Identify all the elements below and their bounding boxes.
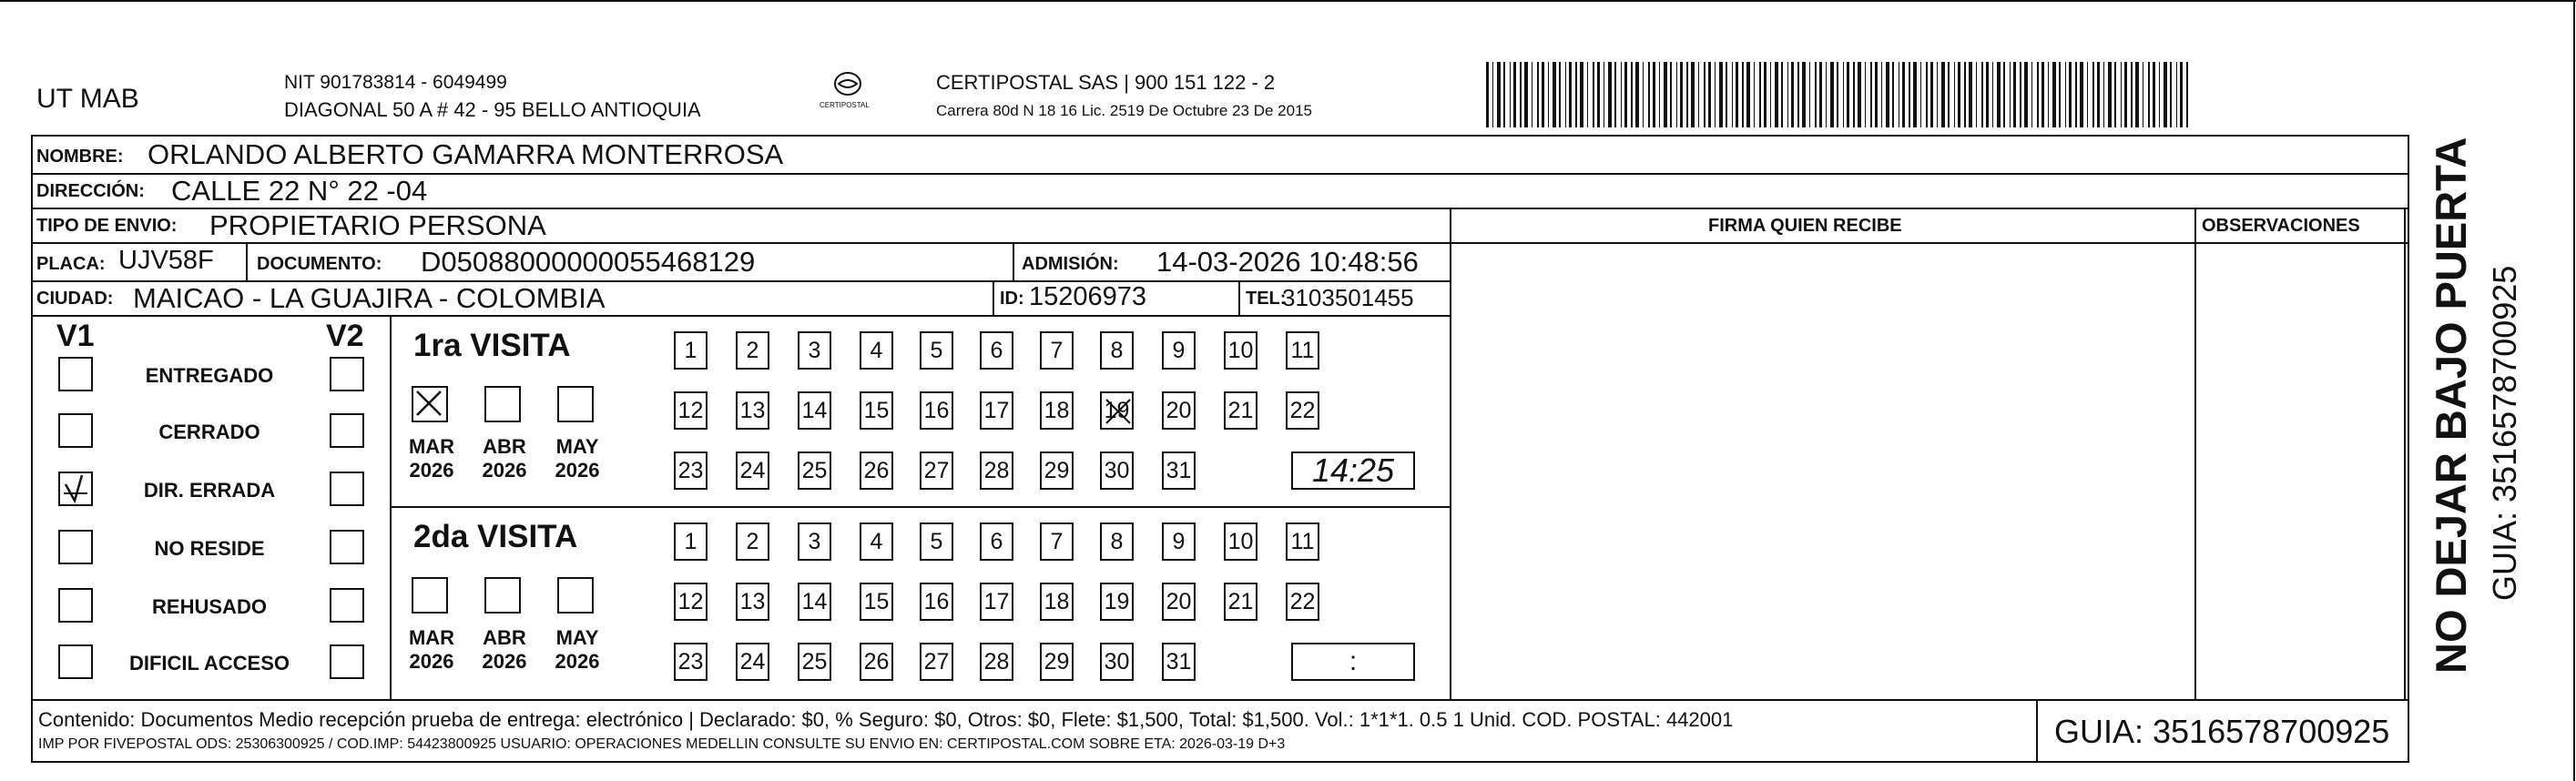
barcode-bar — [1976, 62, 1977, 127]
barcode-bar — [1770, 62, 1771, 127]
day-box[interactable]: 19 — [1100, 583, 1134, 621]
day-box[interactable]: 26 — [860, 451, 893, 490]
day-box[interactable]: 21 — [1224, 391, 1257, 430]
id-label: ID: — [1000, 289, 1024, 309]
month-year: 2026 — [555, 459, 600, 482]
placa-value: UJV58F — [118, 246, 214, 275]
logo-caption: CERTIPOSTAL — [820, 101, 870, 109]
barcode-bar — [1892, 62, 1894, 127]
day-box[interactable]: 30 — [1100, 451, 1134, 490]
day-box[interactable]: 6 — [980, 522, 1013, 561]
day-box[interactable]: 15 — [860, 391, 893, 430]
barcode-bar — [1635, 62, 1639, 127]
nombre-value: ORLANDO ALBERTO GAMARRA MONTERROSA — [148, 138, 784, 170]
day-box[interactable]: 17 — [980, 583, 1013, 621]
carrier-name: CERTIPOSTAL SAS | 900 151 122 - 2 — [936, 71, 1276, 94]
barcode-bar — [1909, 62, 1910, 127]
tipo-envio-value: PROPIETARIO PERSONA — [209, 209, 546, 241]
barcode-bar — [1575, 62, 1577, 127]
tipo-envio-label: TIPO DE ENVIO: — [36, 216, 178, 236]
barcode-bar — [2010, 62, 2011, 127]
day-box[interactable]: 19 — [1100, 391, 1134, 430]
barcode-bar — [1726, 62, 1727, 127]
day-box[interactable]: 3 — [798, 522, 831, 561]
month-year: 2026 — [409, 650, 454, 673]
v2-checkbox[interactable] — [330, 644, 364, 679]
barcode-bar — [1621, 62, 1622, 127]
barcode-bar — [2013, 62, 2016, 127]
month-checkbox[interactable] — [412, 386, 448, 422]
barcode-bar — [2114, 62, 2116, 127]
barcode-bar — [1981, 62, 1983, 127]
barcode-bar — [1569, 62, 1572, 127]
no-dejar-warning: NO DEJAR BAJO PUERTA — [2427, 137, 2475, 674]
day-box[interactable]: 28 — [980, 643, 1013, 681]
barcode-bar — [1686, 62, 1688, 127]
barcode-bar — [2020, 62, 2021, 127]
barcode-bar — [1847, 62, 1849, 127]
day-box[interactable]: 11 — [1286, 522, 1319, 561]
barcode-bar — [1608, 62, 1612, 127]
barcode-bar — [1520, 62, 1522, 127]
day-box[interactable]: 1 — [674, 522, 708, 561]
firma-divider — [1450, 208, 1451, 699]
day-box[interactable]: 18 — [1040, 391, 1074, 430]
day-box[interactable]: 27 — [920, 451, 953, 490]
barcode-bar — [1524, 62, 1528, 127]
barcode-bar — [2031, 62, 2032, 127]
day-box[interactable]: 16 — [920, 391, 953, 430]
barcode-bar — [1858, 62, 1861, 127]
day-box[interactable]: 23 — [674, 643, 708, 681]
tel-divider — [1238, 280, 1240, 315]
day-box[interactable]: 8 — [1100, 522, 1134, 561]
v2-checkbox[interactable] — [330, 357, 364, 391]
day-box[interactable]: 14 — [798, 391, 831, 430]
side-guia: GUIA: 3516578700925 — [2486, 265, 2523, 601]
barcode-bar — [1819, 62, 1822, 127]
footer-imp: IMP POR FIVEPOSTAL ODS: 25306300925 / COD.IMP: 54423800925 USUARIO: OPERACIONES MEDELLIN CONSULTE SU ENVIO EN: CERTIPOSTAL.COM SOBRE ETA: 2026-03-19 D+3 — [38, 736, 1286, 752]
barcode-bar — [2003, 62, 2005, 127]
barcode-bar — [1826, 62, 1827, 127]
v2-checkbox[interactable] — [330, 588, 364, 623]
barcode-bar — [2080, 62, 2083, 127]
barcode-bar — [1802, 62, 1806, 127]
barcode-bar — [1837, 62, 1838, 127]
v1-checkbox[interactable] — [58, 530, 93, 564]
right-edge — [2573, 0, 2575, 781]
day-box[interactable]: 14 — [798, 583, 831, 621]
barcode-bar — [2075, 62, 2077, 127]
barcode-bar — [1537, 62, 1539, 127]
month-label: ABR — [483, 626, 526, 649]
v2-checkbox[interactable] — [330, 530, 364, 564]
barcode-bar — [1680, 62, 1683, 127]
admision-value: 14-03-2026 10:48:56 — [1156, 246, 1419, 278]
tel-label: TEL: — [1246, 289, 1287, 309]
barcode-bar — [2024, 62, 2028, 127]
barcode-bar — [2048, 62, 2049, 127]
footer-guia: GUIA: 3516578700925 — [2054, 713, 2390, 750]
barcode-bar — [1865, 62, 1866, 127]
status-label: ENTREGADO — [145, 364, 274, 387]
barcode-bar — [1746, 62, 1750, 127]
ciudad-label: CIUDAD: — [36, 289, 114, 309]
direccion-label: DIRECCIÓN: — [36, 181, 145, 201]
barcode-bar — [1759, 62, 1761, 127]
barcode-bar — [1886, 62, 1889, 127]
documento-value: D05088000000055468129 — [421, 246, 756, 278]
day-box[interactable]: 22 — [1286, 583, 1319, 621]
barcode-bar — [1775, 62, 1778, 127]
barcode-bar — [2121, 62, 2122, 127]
id-value: 15206973 — [1029, 282, 1147, 311]
barcode-bar — [2087, 62, 2088, 127]
tel-value: 3103501455 — [1282, 284, 1414, 311]
barcode-bar — [1548, 62, 1549, 127]
month-year: 2026 — [555, 650, 600, 673]
obs-divider — [2194, 208, 2196, 699]
v1-checkbox[interactable] — [58, 413, 93, 448]
month-checkbox[interactable] — [557, 386, 594, 422]
day-box[interactable]: 24 — [736, 451, 769, 490]
month-label: MAR — [408, 435, 455, 458]
placa-divider — [246, 242, 248, 280]
barcode-bar — [2135, 62, 2139, 127]
barcode-bar — [2164, 62, 2167, 127]
barcode-bar — [1881, 62, 1882, 127]
barcode-bar — [1670, 62, 1672, 127]
status-label: CERRADO — [158, 421, 260, 443]
v2-checkbox[interactable] — [330, 472, 364, 506]
certipostal-logo — [816, 69, 880, 115]
day-box[interactable]: 7 — [1040, 522, 1074, 561]
barcode-bar — [1559, 62, 1561, 127]
barcode-bar — [1875, 62, 1878, 127]
barcode-bar — [1986, 62, 1989, 127]
day-box[interactable]: 15 — [860, 583, 893, 621]
barcode-bar — [1565, 62, 1566, 127]
barcode-bar — [1513, 62, 1516, 127]
status-label: DIFICIL ACCESO — [128, 652, 290, 674]
barcode — [1486, 62, 2196, 127]
visit-title: 1ra VISITA — [413, 328, 571, 363]
day-box[interactable]: 13 — [736, 583, 769, 621]
barcode-bar — [1969, 62, 1972, 127]
month-label: ABR — [483, 435, 526, 458]
barcode-bar — [2176, 62, 2177, 127]
barcode-bar — [2037, 62, 2039, 127]
barcode-bar — [1624, 62, 1627, 127]
month-checkbox[interactable] — [484, 386, 521, 422]
day-box[interactable]: 4 — [860, 331, 893, 370]
footer-line — [31, 699, 2409, 701]
month-label: MAR — [408, 626, 455, 649]
day-box[interactable]: 27 — [920, 643, 953, 681]
day-box[interactable]: 18 — [1040, 583, 1074, 621]
admision-divider — [1013, 242, 1014, 280]
barcode-bar — [1937, 62, 1938, 127]
ciudad-value: MAICAO - LA GUAJIRA - COLOMBIA — [133, 282, 606, 314]
barcode-bar — [1791, 62, 1794, 127]
barcode-bar — [2092, 62, 2094, 127]
day-box[interactable]: 9 — [1162, 331, 1196, 370]
barcode-bar — [2124, 62, 2127, 127]
barcode-bar — [1830, 62, 1834, 127]
month-checkbox[interactable] — [484, 577, 521, 614]
day-box[interactable]: 26 — [860, 643, 893, 681]
barcode-bar — [1719, 62, 1723, 127]
barcode-bar — [1843, 62, 1844, 127]
day-box[interactable]: 21 — [1224, 583, 1257, 621]
barcode-bar — [1787, 62, 1788, 127]
row-line-3 — [31, 242, 2409, 244]
day-cross-mark — [1104, 395, 1133, 438]
v1-checkbox[interactable] — [58, 472, 93, 506]
barcode-bar — [2069, 62, 2072, 127]
barcode-bar — [1587, 62, 1588, 127]
barcode-bar — [1659, 62, 1660, 127]
month-label: MAY — [555, 435, 599, 458]
month-year: 2026 — [482, 650, 527, 673]
v2-checkbox[interactable] — [330, 413, 364, 448]
day-box[interactable]: 10 — [1224, 331, 1257, 370]
day-box[interactable]: 12 — [674, 391, 708, 430]
status-label: NO RESIDE — [154, 537, 265, 560]
carrier-license: Carrera 80d N 18 16 Lic. 2519 De Octubre 23 De 2015 — [936, 102, 1312, 119]
footer-content: Contenido: Documentos Medio recepción prueba de entrega: electrónico | Declarado: $0, % Seguro: $0, Otros: $0, Flete: $1,500, Total: $1,500. Vol.: 1*1*1. 0.5 1 Unid. COD. POSTAL: 442001 — [38, 708, 1734, 731]
day-box[interactable]: 9 — [1162, 522, 1196, 561]
barcode-bar — [1653, 62, 1655, 127]
barcode-bar — [1492, 62, 1493, 127]
barcode-bar — [1736, 62, 1738, 127]
barcode-bar — [1809, 62, 1810, 127]
time-box[interactable]: : — [1291, 643, 1415, 681]
barcode-bar — [1926, 62, 1928, 127]
barcode-bar — [2186, 62, 2188, 127]
top-edge — [0, 0, 2576, 2]
status-label: DIR. ERRADA — [143, 479, 276, 502]
v1-header: V1 — [56, 319, 95, 353]
month-checkbox[interactable] — [412, 577, 448, 614]
barcode-bar — [1614, 62, 1616, 127]
barcode-bar — [1764, 62, 1767, 127]
placa-label: PLACA: — [36, 254, 106, 274]
day-box[interactable]: 20 — [1162, 391, 1196, 430]
month-label: MAY — [555, 626, 599, 649]
direccion-value: CALLE 22 N° 22 -04 — [171, 175, 428, 207]
barcode-bar — [1742, 62, 1744, 127]
guia-footer-divider — [2036, 699, 2038, 763]
barcode-bar — [2153, 62, 2155, 127]
v1-checkbox[interactable] — [58, 588, 93, 623]
barcode-bar — [1920, 62, 1921, 127]
barcode-bar — [1698, 62, 1699, 127]
obs-right-edge — [2404, 208, 2406, 699]
barcode-bar — [1497, 62, 1501, 127]
barcode-bar — [1510, 62, 1511, 127]
admision-label: ADMISIÓN: — [1022, 254, 1119, 274]
barcode-bar — [2041, 62, 2044, 127]
barcode-bar — [1941, 62, 1945, 127]
barcode-bar — [1704, 62, 1705, 127]
observaciones-header: OBSERVACIONES — [2202, 216, 2360, 236]
visit-title: 2da VISITA — [413, 519, 578, 554]
day-box[interactable]: 31 — [1162, 451, 1196, 490]
sender-address: DIAGONAL 50 A # 42 - 95 BELLO ANTIOQUIA — [284, 98, 701, 121]
barcode-bar — [1643, 62, 1644, 127]
day-box[interactable]: 29 — [1040, 451, 1074, 490]
barcode-bar — [2065, 62, 2066, 127]
day-box[interactable]: 17 — [980, 391, 1013, 430]
barcode-bar — [1553, 62, 1556, 127]
barcode-bar — [1593, 62, 1594, 127]
barcode-bar — [2097, 62, 2100, 127]
barcode-bar — [2052, 62, 2056, 127]
day-box[interactable]: 24 — [736, 643, 769, 681]
barcode-bar — [2170, 62, 2172, 127]
day-box[interactable]: 16 — [920, 583, 953, 621]
day-box[interactable]: 11 — [1286, 331, 1319, 370]
id-divider — [993, 280, 994, 315]
day-box[interactable]: 23 — [674, 451, 708, 490]
v2-header: V2 — [326, 319, 364, 353]
day-box[interactable]: 12 — [674, 583, 708, 621]
barcode-bar — [1797, 62, 1799, 127]
firma-header: FIRMA QUIEN RECIBE — [1708, 216, 1902, 236]
barcode-bar — [1754, 62, 1755, 127]
day-box[interactable]: 8 — [1100, 331, 1134, 370]
barcode-bar — [1781, 62, 1783, 127]
barcode-bar — [1664, 62, 1667, 127]
barcode-bar — [2180, 62, 2183, 127]
barcode-bar — [1486, 62, 1489, 127]
barcode-bar — [2131, 62, 2133, 127]
barcode-bar — [1631, 62, 1633, 127]
status-label: REHUSADO — [152, 595, 267, 618]
barcode-bar — [2103, 62, 2104, 127]
day-box[interactable]: 20 — [1162, 583, 1196, 621]
day-box[interactable]: 5 — [920, 522, 953, 561]
barcode-bar — [1542, 62, 1544, 127]
barcode-bar — [1954, 62, 1955, 127]
barcode-bar — [1958, 62, 1960, 127]
barcode-bar — [2059, 62, 2061, 127]
barcode-bar — [1964, 62, 1966, 127]
time-box[interactable]: 14:25 — [1291, 451, 1415, 490]
nit-text: NIT 901783814 - 6049499 — [284, 72, 507, 93]
day-box[interactable]: 7 — [1040, 331, 1074, 370]
barcode-bar — [1930, 62, 1933, 127]
day-box[interactable]: 30 — [1100, 643, 1134, 681]
visit-divider — [390, 506, 1450, 508]
day-box[interactable]: 13 — [736, 391, 769, 430]
barcode-bar — [2148, 62, 2150, 127]
barcode-bar — [1815, 62, 1817, 127]
day-box[interactable]: 31 — [1162, 643, 1196, 681]
barcode-bar — [1997, 62, 2001, 127]
barcode-bar — [2159, 62, 2160, 127]
day-box[interactable]: 28 — [980, 451, 1013, 490]
day-box[interactable]: 5 — [920, 331, 953, 370]
barcode-bar — [1948, 62, 1950, 127]
barcode-bar — [1503, 62, 1505, 127]
barcode-bar — [1715, 62, 1716, 127]
barcode-bar — [1902, 62, 1905, 127]
month-year: 2026 — [482, 459, 527, 482]
barcode-bar — [1913, 62, 1917, 127]
nombre-label: NOMBRE: — [36, 147, 124, 167]
day-box[interactable]: 25 — [798, 643, 831, 681]
barcode-bar — [1708, 62, 1711, 127]
day-box[interactable]: 10 — [1224, 522, 1257, 561]
day-box[interactable]: 3 — [798, 331, 831, 370]
v1-checkbox[interactable] — [58, 644, 93, 679]
day-box[interactable]: 2 — [736, 331, 769, 370]
day-box[interactable]: 25 — [798, 451, 831, 490]
barcode-bar — [1992, 62, 1993, 127]
barcode-bar — [1732, 62, 1733, 127]
row-line-5 — [31, 315, 1450, 317]
month-checkbox[interactable] — [557, 577, 594, 614]
documento-label: DOCUMENTO: — [257, 254, 382, 274]
day-box[interactable]: 4 — [860, 522, 893, 561]
day-box[interactable]: 1 — [674, 331, 708, 370]
company-name: UT MAB — [36, 84, 139, 114]
day-box[interactable]: 22 — [1286, 391, 1319, 430]
day-box[interactable]: 2 — [736, 522, 769, 561]
barcode-bar — [1691, 62, 1695, 127]
v1-checkbox[interactable] — [58, 357, 93, 391]
month-year: 2026 — [409, 459, 454, 482]
barcode-bar — [1853, 62, 1855, 127]
barcode-bar — [2108, 62, 2112, 127]
day-box[interactable]: 29 — [1040, 643, 1074, 681]
barcode-bar — [1597, 62, 1600, 127]
barcode-bar — [1870, 62, 1872, 127]
barcode-bar — [1648, 62, 1650, 127]
day-box[interactable]: 6 — [980, 331, 1013, 370]
barcode-bar — [1580, 62, 1583, 127]
barcode-bar — [1676, 62, 1677, 127]
